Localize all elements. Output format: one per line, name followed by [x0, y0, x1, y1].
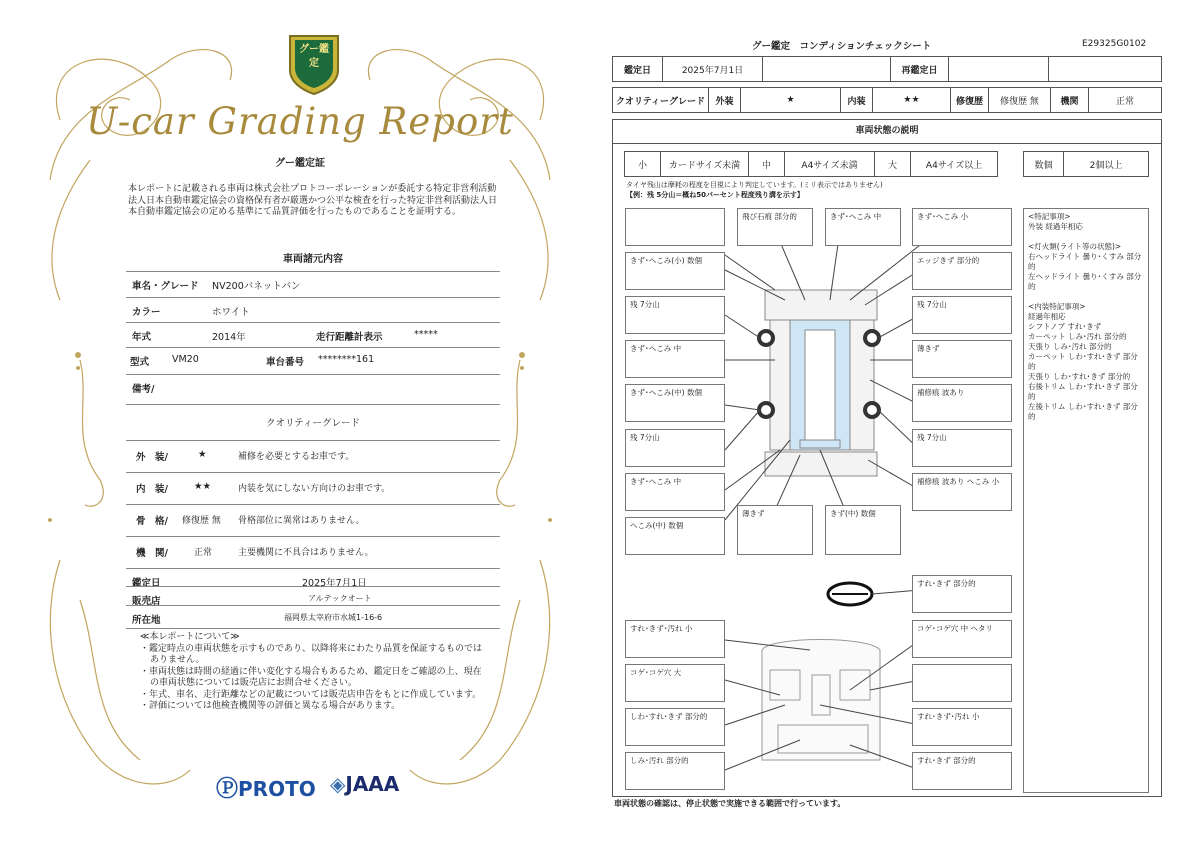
note-line: 天張り しわ･すれ･きず 部分的: [1028, 372, 1131, 381]
size-mid-desc: A4サイズ未満: [785, 152, 875, 176]
note-line: [1028, 232, 1144, 242]
date-row: [612, 56, 1162, 82]
interior-grade: ★★: [194, 481, 212, 492]
info-row-location: [126, 605, 500, 629]
exterior-grade: ★: [198, 449, 207, 460]
count-legend: [1023, 151, 1149, 177]
ext-label: 外装: [709, 88, 741, 112]
date-label: 鑑定日: [132, 578, 161, 589]
sheet-date-label: 鑑定日: [613, 57, 663, 81]
condition-box: きず･へこみ(中) 数個: [625, 384, 725, 422]
repair-label: 修復歴: [951, 88, 989, 112]
repair-value: 修復歴 無: [989, 88, 1051, 112]
note-line: <特記事項>: [1028, 212, 1071, 221]
date-blank: [763, 57, 891, 81]
condition-box: きず･へこみ 中: [625, 473, 725, 511]
condition-box: しみ･汚れ 部分的: [625, 752, 725, 790]
chassis-label: 車台番号: [266, 357, 305, 368]
spec-row-remarks: [126, 374, 500, 398]
color-label: カラー: [132, 307, 161, 318]
engine-label: 機 関/: [136, 548, 168, 559]
location-label: 所在地: [132, 615, 161, 626]
note-line: <内装特記事項>: [1028, 302, 1086, 311]
size-small-desc: カードサイズ未満: [661, 152, 749, 176]
condition-box: [625, 208, 725, 246]
year-label: 年式: [132, 332, 152, 343]
condition-box: エッジきず 部分的: [912, 252, 1012, 290]
frame-desc: 骨格部位に異常はありません。: [238, 516, 365, 526]
car-interior-view-icon: [762, 640, 880, 761]
mileage-label: 走行距離計表示: [316, 332, 383, 343]
note-item: ・車両状態は時間の経過に伴い変化する場合もあるため、鑑定日をご確認の上、現在の車両状態については販売店にお問合せください。: [140, 666, 482, 688]
steering-wheel-icon: [828, 583, 872, 605]
interior-label: 内 装/: [136, 484, 168, 495]
quality-header: クオリティーグレード: [265, 418, 361, 429]
certificate-intro: 本レポートに記載される車両は株式会社プロトコーポレーションが委託する特定非営利活動法人日本自動車鑑定協会の資格保有者が厳選かつ公平な検査を行った特定非営利活動法人日本自動車鑑定協会の定める基準にて品質評価を行ったものであることを証明する。: [128, 184, 498, 217]
grade-row-frame: [126, 504, 500, 534]
notes-title: ≪本レポートについて≫: [140, 632, 240, 642]
count-label: 数個: [1024, 152, 1064, 176]
int-value: ★★: [873, 88, 951, 112]
condition-box: へこみ(中) 数個: [625, 517, 725, 555]
size-mid: 中: [749, 152, 785, 176]
model-label: 型式: [130, 357, 150, 368]
spec-row-model: [126, 347, 500, 371]
jaaa-logo: ◈JAAA: [330, 772, 400, 796]
dealer-value: アルテックオート: [308, 594, 372, 603]
note-item: ・年式、車名、走行距離などの記載については販売店申告をもとに作成しています。: [140, 689, 482, 700]
proto-mark-icon: Ⓟ: [216, 777, 239, 802]
badge-label: グー鑑定: [299, 44, 329, 69]
color-value: ホワイト: [212, 307, 250, 318]
condition-check-sheet: [600, 0, 1200, 848]
location-value: 福岡県太宰府市水城1-16-6: [284, 613, 383, 622]
note-line: カーペット しわ･すれ･きず 部分的: [1028, 352, 1138, 371]
report-notes: [140, 632, 490, 713]
note-item: ・評価については他検査機関等の評価と異なる場合があります。: [140, 701, 401, 711]
exterior-desc: 補修を必要とするお車です。: [238, 452, 355, 462]
engine-grade: 正常: [194, 548, 213, 558]
condition-box: すれ･きず･汚れ 小: [912, 708, 1012, 746]
tire-note-2: 【例：残 5分山＝概ね50パーセント程度残り溝を示す】: [626, 191, 804, 199]
chassis-value: ********161: [318, 354, 375, 365]
note-line: 天張り しみ･汚れ 部分的: [1028, 342, 1112, 351]
engine-sheet-label: 機関: [1051, 88, 1089, 112]
note-line: 右ヘッドライト 曇り･くすみ 部分的: [1028, 252, 1142, 271]
redate-label: 再鑑定日: [891, 57, 949, 81]
condition-box: きず(中) 数個: [825, 505, 901, 555]
jaaa-mark-icon: ◈: [330, 772, 346, 796]
size-legend: [624, 151, 998, 177]
note-line: 左後トリム しわ･すれ･きず 部分的: [1028, 402, 1138, 421]
condition-box: 残 7分山: [625, 296, 725, 334]
condition-box: 残 7分山: [912, 296, 1012, 334]
vehicle-spec-header: 車両諸元内容: [283, 254, 343, 265]
condition-box: 薄きず: [912, 340, 1012, 378]
grade-row-engine: [126, 536, 500, 566]
ext-value: ★: [741, 88, 841, 112]
quality-label: クオリティーグレード: [613, 88, 709, 112]
int-label: 内装: [841, 88, 873, 112]
model-value: VM20: [172, 354, 199, 365]
condition-box: 残 7分山: [912, 429, 1012, 467]
grade-row-exterior: [126, 440, 500, 470]
size-large-desc: A4サイズ以上: [925, 160, 983, 171]
remarks-label: 備考/: [132, 384, 155, 395]
note-line: <灯火類(ライト等の状態)>: [1028, 242, 1122, 251]
condition-box: コゲ･コゲ穴 大: [625, 664, 725, 702]
note-line: カーペット しみ･汚れ 部分的: [1028, 332, 1127, 341]
condition-box: すれ･きず･汚れ 小: [625, 620, 725, 658]
sheet-date-value: 2025年7月1日: [663, 57, 763, 81]
condition-box: すれ･きず 部分的: [912, 752, 1012, 790]
frame-grade: 修復歴 無: [182, 516, 221, 526]
name-label: 車名・グレード: [132, 281, 199, 292]
frame-label: 骨 格/: [136, 516, 168, 527]
interior-desc: 内装を気にしない方向けのお車です。: [238, 484, 391, 494]
spec-row-color: [126, 297, 500, 321]
note-line: 右後トリム しわ･すれ･きず 部分的: [1028, 382, 1138, 401]
engine-desc: 主要機関に不具合はありません。: [238, 548, 374, 558]
certificate-title: U-car Grading Report: [86, 100, 514, 143]
special-notes-panel: [1023, 208, 1149, 793]
note-line: 経過年相応: [1028, 312, 1066, 321]
condition-box: 残 7分山: [625, 429, 725, 467]
quality-row: [612, 87, 1162, 113]
sheet-title: グー鑑定 コンディションチェックシート: [752, 41, 932, 52]
spec-row-year: [126, 322, 500, 346]
grade-row-interior: [126, 472, 500, 502]
note-item: ・鑑定時点の車両状態を示すものであり、以降将来にわたり品質を保証するものではありません。: [140, 643, 483, 665]
condition-box: しわ･すれ･きず 部分的: [625, 708, 725, 746]
quality-header-row: [126, 404, 500, 434]
size-large: 大: [875, 152, 911, 176]
dealer-label: 販売店: [132, 596, 161, 607]
condition-box: 薄きず: [737, 505, 813, 555]
condition-box: きず･へこみ 小: [912, 208, 1012, 246]
size-small: 小: [625, 152, 661, 176]
condition-box: 補修痕 波あり: [912, 384, 1012, 422]
condition-box: きず･へこみ 中: [825, 208, 901, 246]
redate-value: [949, 57, 1049, 81]
proto-logo: ⓅPROTO: [216, 777, 316, 802]
year-value: 2014年: [212, 332, 246, 343]
name-value: NV200バネットバン: [212, 281, 301, 292]
mileage-value: *****: [414, 329, 438, 340]
note-line: シフトノブ すれ･きず: [1028, 322, 1102, 331]
sheet-footer: 車両状態の確認は、停止状態で実施できる範囲で行っています。: [614, 799, 846, 808]
goo-badge-icon: [286, 30, 342, 96]
section-title: 車両状態の説明: [612, 119, 1162, 144]
condition-box: きず･へこみ(小) 数個: [625, 252, 725, 290]
spec-row-name: [126, 271, 500, 295]
condition-box: 飛び石痕 部分的: [737, 208, 813, 246]
count-desc: 2個以上: [1089, 160, 1123, 171]
exterior-label: 外 装/: [136, 452, 168, 463]
redate-blank: [1049, 57, 1161, 81]
note-line: [1028, 292, 1144, 302]
condition-box: [912, 664, 1012, 702]
condition-box: すれ･きず 部分的: [912, 575, 1012, 613]
engine-sheet-value: 正常: [1115, 96, 1134, 107]
date-value: 2025年7月1日: [302, 578, 367, 589]
condition-box: きず･へこみ 中: [625, 340, 725, 378]
note-line: 左ヘッドライト 曇り･くすみ 部分的: [1028, 272, 1142, 291]
sheet-id: E29325G0102: [1082, 39, 1147, 49]
car-top-view-icon: [765, 290, 877, 476]
condition-box: コゲ･コゲ穴 中 ヘタリ: [912, 620, 1012, 658]
note-line: 外装 経過年相応: [1028, 222, 1083, 231]
condition-box: 補修痕 波あり へこみ 小: [912, 473, 1012, 511]
certificate-subtitle: グー鑑定証: [275, 158, 325, 169]
tire-note-1: タイヤ残山は摩耗の程度を目視により判定しています。(ミリ表示ではありません): [626, 181, 883, 189]
